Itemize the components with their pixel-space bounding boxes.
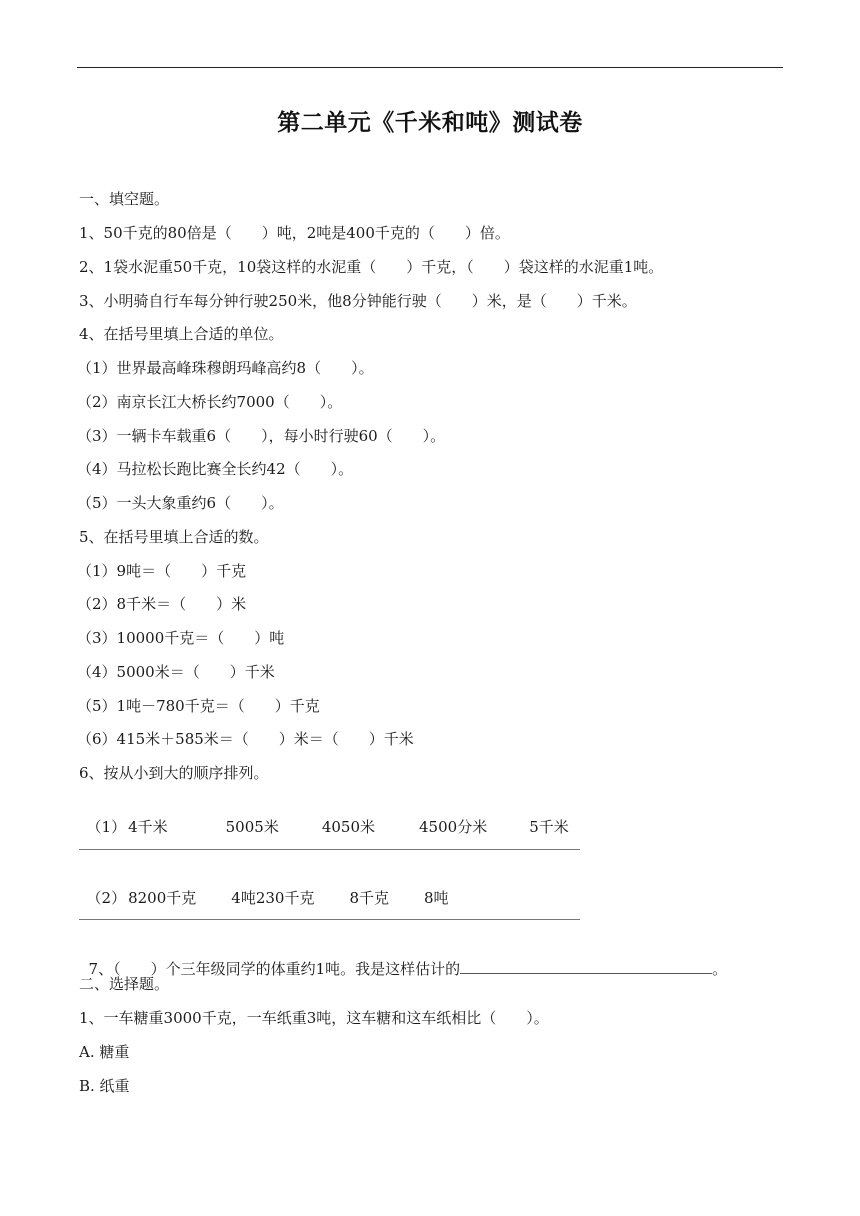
header-rule (77, 67, 783, 68)
question-1-5-item-5: （5）1吨－780千克＝（ ）千克 (77, 697, 320, 715)
question-1-4-stem: 4、在括号里填上合适的单位。 (79, 325, 284, 343)
page-title: 第二单元《千米和吨》测试卷 (277, 110, 583, 136)
question-1-7 (79, 939, 727, 979)
option-a[interactable]: A. 糖重 (79, 1043, 130, 1061)
ordering-value: 8200千克 (128, 889, 197, 907)
question-1-6-stem: 6、按从小到大的顺序排列。 (79, 764, 269, 782)
question-1-5-stem: 5、在括号里填上合适的数。 (79, 528, 269, 546)
question-1-4-item-1: （1）世界最高峰珠穆朗玛峰高约8（ ）。 (77, 359, 374, 377)
question-1-5-item-4: （4）5000米＝（ ）千米 (77, 663, 275, 681)
question-1-2: 2、1袋水泥重50千克，10袋这样的水泥重（ ）千克，（ ）袋这样的水泥重1吨。 (79, 258, 664, 276)
question-1-4-item-2: （2）南京长江大桥长约7000（ ）。 (77, 393, 343, 411)
question-1-4-item-5: （5）一头大象重约6（ ）。 (77, 494, 284, 512)
ordering-value: 4吨230千克 (231, 889, 315, 907)
option-b[interactable]: B. 纸重 (79, 1077, 130, 1095)
section-heading-choice: 二、选择题。 (79, 975, 170, 993)
question-1-4-item-3: （3）一辆卡车载重6（ ），每小时行驶60（ ）。 (77, 427, 446, 445)
estimate-answer-line[interactable] (460, 959, 712, 974)
question-1-3: 3、小明骑自行车每分钟行驶250米，他8分钟能行驶（ ）米，是（ ）千米。 (79, 292, 637, 310)
ordering-value: 5005米 (225, 818, 279, 836)
question-1-5-item-3: （3）10000千克＝（ ）吨 (77, 629, 285, 647)
question-2-1: 1、一车糖重3000千克，一车纸重3吨，这车糖和这车纸相比（ ）。 (79, 1009, 549, 1027)
question-1-1: 1、50千克的80倍是（ ）吨，2吨是400千克的（ ）倍。 (79, 224, 510, 242)
ordering-group-1 (77, 797, 569, 837)
ordering-group-label: （1） (86, 818, 127, 836)
question-1-5-item-1: （1）9吨＝（ ）千克 (77, 562, 247, 580)
ordering-value: 8千克 (349, 889, 390, 907)
question-1-4-item-4: （4）马拉松长跑比赛全长约42（ ）。 (77, 460, 354, 478)
ordering-value: 4500分米 (419, 818, 488, 836)
ordering-value: 4050米 (321, 818, 376, 836)
answer-line-group-1[interactable] (79, 849, 580, 850)
section-heading-fill-in: 一、填空题。 (79, 190, 170, 208)
ordering-group-2 (77, 868, 449, 908)
ordering-value: 4千米 (128, 818, 168, 836)
question-1-7-end: 。 (712, 960, 728, 978)
question-1-5-item-2: （2）8千米＝（ ）米 (77, 595, 247, 613)
ordering-group-label: （2） (86, 889, 127, 907)
answer-line-group-2[interactable] (79, 919, 580, 920)
question-1-7-text: 7、（ ）个三年级同学的体重约1吨。我是这样估计的 (88, 960, 461, 978)
ordering-value: 8吨 (424, 889, 449, 907)
ordering-value: 5千米 (529, 818, 569, 836)
question-1-5-item-6: （6）415米＋585米＝（ ）米＝（ ）千米 (77, 730, 414, 748)
